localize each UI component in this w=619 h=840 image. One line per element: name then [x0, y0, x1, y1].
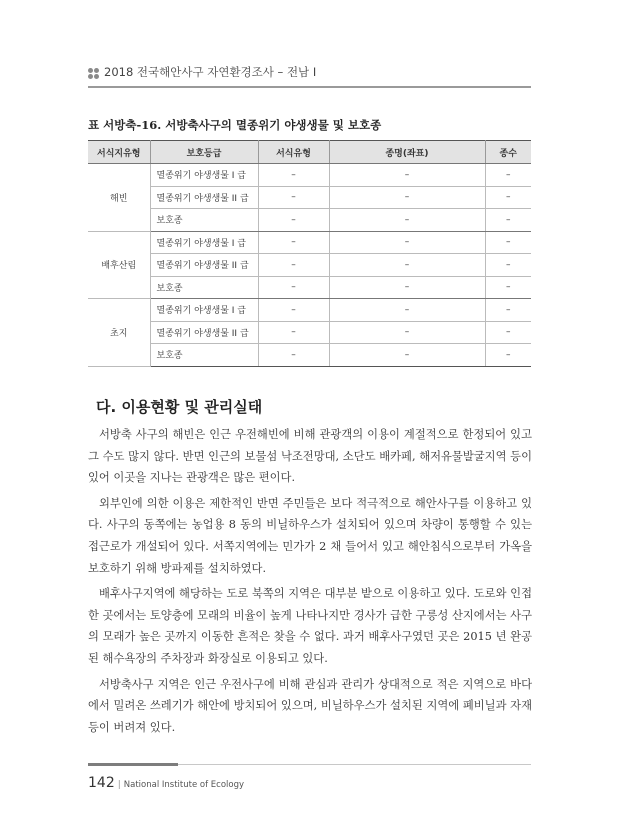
grade-cell: 멸종위기 야생생물 II 급 — [150, 321, 258, 344]
footer-accent-bar — [88, 763, 178, 766]
species-cell: – — [329, 321, 485, 344]
type-cell: – — [258, 254, 329, 277]
page-footer — [88, 772, 244, 791]
species-cell: – — [329, 209, 485, 232]
column-header: 서식유형 — [258, 141, 329, 164]
type-cell: – — [258, 186, 329, 209]
paragraph: 서방축 사구의 해빈은 인근 우전해빈에 비해 관광객의 이용이 계절적으로 한정되어 있고 그 수도 많지 않다. 반면 인근의 보물섬 낙조전망대, 소단도 배카페, 해저유물발굴지역 등이 있어 이곳을 지나는 관광객은 많은 편이다. — [88, 428, 532, 485]
type-cell: – — [258, 209, 329, 232]
grade-cell: 멸종위기 야생생물 I 급 — [150, 299, 258, 322]
table-row — [88, 231, 531, 254]
count-cell: – — [485, 231, 531, 254]
count-cell: – — [485, 164, 531, 187]
type-cell: – — [258, 299, 329, 322]
table-row — [88, 186, 531, 209]
species-cell: – — [329, 254, 485, 277]
paragraph: 외부인에 의한 이용은 제한적인 반면 주민들은 보다 적극적으로 해안사구를 이용하고 있다. 사구의 동쪽에는 농업용 8 동의 비닐하우스가 설치되어 있으며 차량이 통행할 수 있는 접근로가 개설되어 있다. 서쪽지역에는 민가가 2 채 들어서 있고 해안침식으로부터 가옥을 보호하기 위해 방파제를 설치하였다. — [88, 496, 532, 575]
table-header-row — [88, 141, 531, 164]
table-row — [88, 164, 531, 187]
species-cell: – — [329, 276, 485, 299]
type-cell: – — [258, 321, 329, 344]
table-row — [88, 321, 531, 344]
header-title: 2018 전국해안사구 자연환경조사 – 전남 I — [104, 65, 317, 79]
count-cell: – — [485, 209, 531, 232]
habitat-cell: 배후산림 — [88, 231, 150, 299]
column-header: 보호등급 — [150, 141, 258, 164]
type-cell: – — [258, 164, 329, 187]
column-header: 종명(좌표) — [329, 141, 485, 164]
count-cell: – — [485, 344, 531, 367]
habitat-cell: 초지 — [88, 299, 150, 367]
header-dots-icon — [88, 68, 100, 80]
header-rule — [88, 86, 531, 88]
grade-cell: 멸종위기 야생생물 I 급 — [150, 231, 258, 254]
count-cell: – — [485, 276, 531, 299]
habitat-cell: 해빈 — [88, 164, 150, 232]
count-cell: – — [485, 254, 531, 277]
table-row — [88, 254, 531, 277]
count-cell: – — [485, 186, 531, 209]
grade-cell: 보호종 — [150, 344, 258, 367]
paragraph: 배후사구지역에 해당하는 도로 북쪽의 지역은 대부분 밭으로 이용하고 있다. 도로와 인접한 곳에서는 토양층에 모래의 비율이 높게 나타나지만 경사가 급한 구릉성 산지에서는 사구의 모래가 높은 곳까지 이동한 흔적은 찾을 수 없다. 과거 배후사구였던 곳은 2015 년 완공된 해수욕장의 주차장과 화장실로 이용되고 있다. — [88, 587, 532, 665]
grade-cell: 보호종 — [150, 276, 258, 299]
grade-cell: 멸종위기 야생생물 I 급 — [150, 164, 258, 187]
section-title: 다. 이용현황 및 관리실태 — [96, 398, 263, 416]
table-row — [88, 276, 531, 299]
species-cell: – — [329, 164, 485, 187]
count-cell: – — [485, 299, 531, 322]
paragraph: 서방축사구 지역은 인근 우전사구에 비해 관심과 관리가 상대적으로 적은 지역으로 바다에서 밀려온 쓰레기가 해안에 방치되어 있으며, 비닐하우스가 설치된 지역에 폐비닐과 자재 등이 버려져 있다. — [88, 677, 532, 734]
section-body — [88, 424, 532, 738]
species-cell: – — [329, 299, 485, 322]
table-row — [88, 209, 531, 232]
column-header: 종수 — [485, 141, 531, 164]
grade-cell: 멸종위기 야생생물 II 급 — [150, 186, 258, 209]
grade-cell: 멸종위기 야생생물 II 급 — [150, 254, 258, 277]
table-caption: 표 서방축-16. 서방축사구의 멸종위기 야생생물 및 보호종 — [88, 118, 382, 132]
page-number: 142 — [88, 775, 115, 791]
type-cell: – — [258, 231, 329, 254]
table-row — [88, 299, 531, 322]
count-cell: – — [485, 321, 531, 344]
footer-separator: | — [117, 780, 121, 790]
type-cell: – — [258, 344, 329, 367]
grade-cell: 보호종 — [150, 209, 258, 232]
footer-organization: National Institute of Ecology — [123, 780, 245, 790]
species-cell: – — [329, 186, 485, 209]
species-table — [88, 140, 531, 367]
species-cell: – — [329, 231, 485, 254]
type-cell: – — [258, 276, 329, 299]
species-cell: – — [329, 344, 485, 367]
table-row — [88, 344, 531, 367]
column-header: 서식지유형 — [88, 141, 150, 164]
